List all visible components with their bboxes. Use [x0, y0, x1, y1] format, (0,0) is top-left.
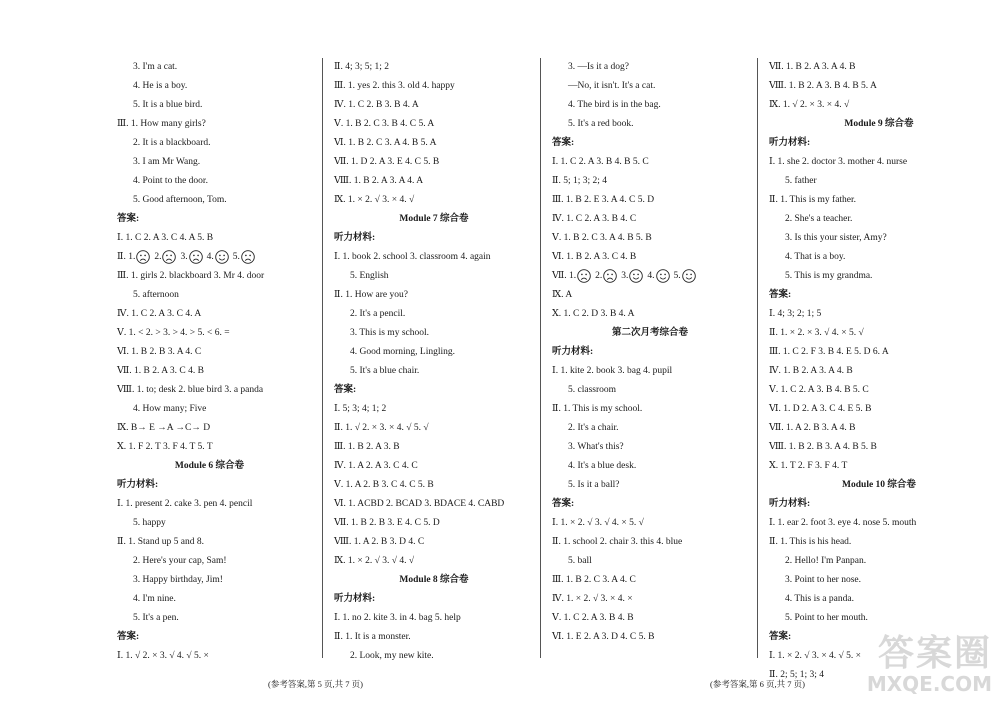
answer-line: Ⅲ. 1. B 2. E 3. A 4. C 5. D [552, 195, 655, 205]
answer-line: Ⅵ. 1. E 2. A 3. D 4. C 5. B [552, 632, 655, 642]
answer-line: Ⅲ. 1. B 2. A 3. B [334, 442, 400, 452]
answer-line: Ⅰ. 1. C 2. A 3. C 4. A 5. B [117, 233, 214, 243]
section-label: 听力材料: [552, 347, 594, 357]
answer-line: 5. happy [133, 518, 166, 528]
answer-line: Ⅵ. 1. B 2. A 3. C 4. B [552, 252, 637, 262]
section-heading: Module 7 综合卷 [399, 214, 469, 224]
answer-line: Ⅴ. 1. B 2. C 3. A 4. B 5. B [552, 233, 652, 243]
smiley-face-icon [656, 269, 670, 283]
answer-line: Ⅱ. 1. school 2. chair 3. this 4. blue [552, 537, 683, 547]
section-label: 听力材料: [769, 138, 811, 148]
answer-line: Ⅷ. 1. B 2. B 3. A 4. B 5. B [769, 442, 877, 452]
answer-line: 3. —Is it a dog? [568, 62, 629, 72]
answer-line: Ⅰ. 1. she 2. doctor 3. mother 4. nurse [769, 157, 908, 167]
answer-line: Ⅶ. 1. B 2. A 3. A 4. B [769, 62, 856, 72]
answer-line: 5. It's a red book. [568, 119, 634, 129]
answer-line: 5. English [350, 271, 389, 281]
answer-line: 5. Good afternoon, Tom. [133, 195, 227, 205]
answer-line: 3. I'm a cat. [133, 62, 178, 72]
answer-line: —No, it isn't. It's a cat. [568, 81, 656, 91]
answer-line-faces: Ⅶ. 1. 2. 3. 4. 5. [552, 267, 748, 286]
answer-line: Ⅸ. 1. √ 2. × 3. × 4. √ [769, 100, 850, 110]
answer-line: 4. He is a boy. [133, 81, 188, 91]
answer-line: Ⅳ. 1. C 2. A 3. B 4. C [552, 214, 637, 224]
section-label: 答案: [552, 499, 575, 509]
answer-line: 4. This is a panda. [785, 594, 854, 604]
section-heading: 第二次月考综合卷 [611, 328, 688, 338]
answer-line: Ⅲ. 1. girls 2. blackboard 3. Mr 4. door [117, 271, 265, 281]
section-label: 答案: [769, 632, 792, 642]
answer-line: Ⅰ. 1. kite 2. book 3. bag 4. pupil [552, 366, 673, 376]
section-label: 答案: [552, 138, 575, 148]
section-label: 听力材料: [769, 499, 811, 509]
answer-line: Ⅴ. 1. B 2. C 3. B 4. C 5. A [334, 119, 435, 129]
answer-line: 2. It's a chair. [568, 423, 619, 433]
smiley-face-icon [629, 269, 643, 283]
answer-line: 3. Is this your sister, Amy? [785, 233, 887, 243]
section-heading: Module 10 综合卷 [842, 480, 916, 490]
answer-line: Ⅸ. A [552, 290, 573, 300]
watermark-logo [867, 625, 992, 696]
answer-line: 5. This is my grandma. [785, 271, 873, 281]
answer-line: Ⅹ. 1. F 2. T 3. F 4. T 5. T [117, 442, 213, 452]
answer-line: 4. Point to the door. [133, 176, 208, 186]
answer-line: Ⅹ. 1. T 2. F 3. F 4. T [769, 461, 848, 471]
answer-line: Ⅲ. 1. How many girls? [117, 119, 206, 129]
answer-line: Ⅰ. 1. × 2. √ 3. √ 4. × 5. √ [552, 518, 644, 528]
sad-face-icon [162, 250, 176, 264]
answer-line: Ⅰ. 5; 3; 4; 1; 2 [334, 404, 387, 414]
watermark-bottom-text: MXQE.COM [866, 672, 992, 696]
answer-line: Ⅳ. 1. B 2. A 3. A 4. B [769, 366, 853, 376]
sad-face-icon [189, 250, 203, 264]
answer-line: 3. What's this? [568, 442, 624, 452]
answer-line: Ⅰ. 1. C 2. A 3. B 4. B 5. C [552, 157, 649, 167]
answer-line: 5. afternoon [133, 290, 179, 300]
answer-line: Ⅰ. 1. no 2. kite 3. in 4. bag 5. help [334, 613, 461, 623]
answer-column-1 [117, 58, 302, 666]
answer-line: 5. Is it a ball? [568, 480, 620, 490]
answer-line: Ⅰ. 1. ear 2. foot 3. eye 4. nose 5. mouth [769, 518, 917, 528]
answer-line: 5. It is a blue bird. [133, 100, 203, 110]
answer-line: Ⅴ. 1. < 2. > 3. > 4. > 5. < 6. = [117, 328, 230, 338]
answer-line: Ⅶ. 1. B 2. B 3. E 4. C 5. D [334, 518, 440, 528]
answer-line: Ⅶ. 1. A 2. B 3. A 4. B [769, 423, 856, 433]
answer-line: Ⅲ. 1. B 2. C 3. A 4. C [552, 575, 636, 585]
smiley-face-icon [215, 250, 229, 264]
column-divider-1 [322, 58, 323, 658]
footer-page-5: (参考答案,第 5 页,共 7 页) [268, 679, 363, 689]
answer-line: Ⅸ. 1. × 2. √ 3. √ 4. √ [334, 556, 415, 566]
answer-line: 3. This is my school. [350, 328, 429, 338]
answer-line: Ⅱ. 4; 3; 5; 1; 2 [334, 62, 390, 72]
smiley-face-icon [682, 269, 696, 283]
answer-line: 3. Point to her nose. [785, 575, 861, 585]
answer-line: 2. She's a teacher. [785, 214, 853, 224]
answer-line: 4. It's a blue desk. [568, 461, 637, 471]
sad-face-icon [136, 250, 150, 264]
section-label: 听力材料: [334, 594, 376, 604]
answer-line: Ⅶ. 1. B 2. A 3. C 4. B [117, 366, 204, 376]
answer-line: 2. Look, my new kite. [350, 651, 434, 661]
sad-face-icon [603, 269, 617, 283]
faces-prefix: Ⅶ. [552, 271, 570, 281]
answer-line: Ⅰ. 1. book 2. school 3. classroom 4. again [334, 252, 491, 262]
answer-line: Ⅱ. 1. How are you? [334, 290, 408, 300]
section-label: 答案: [769, 290, 792, 300]
answer-line: Ⅷ. 1. B 2. A 3. A 4. A [334, 176, 424, 186]
answer-line: Ⅳ. 1. C 2. A 3. C 4. A [117, 309, 202, 319]
answer-line: 3. I am Mr Wang. [133, 157, 201, 167]
section-label: 听力材料: [117, 480, 159, 490]
answer-line: Ⅲ. 1. yes 2. this 3. old 4. happy [334, 81, 455, 91]
section-heading: Module 6 综合卷 [174, 461, 245, 471]
answer-line: Ⅳ. 1. × 2. √ 3. × 4. × [552, 594, 633, 604]
answer-line: Ⅷ. 1. A 2. B 3. D 4. C [334, 537, 425, 547]
answer-line: Ⅷ. 1. B 2. A 3. B 4. B 5. A [769, 81, 877, 91]
answer-column-2 [334, 58, 534, 666]
section-heading: Module 8 综合卷 [399, 575, 469, 585]
column-divider-3 [757, 58, 758, 658]
answer-line: Ⅱ. 1. × 2. × 3. √ 4. × 5. √ [769, 328, 864, 338]
answer-line: Ⅳ. 1. C 2. B 3. B 4. A [334, 100, 419, 110]
answer-line: 2. It is a blackboard. [133, 138, 211, 148]
answer-line: 3. Happy birthday, Jim! [133, 575, 223, 585]
answer-line: 5. It's a blue chair. [350, 366, 420, 376]
answer-line: Ⅰ. 1. √ 2. × 3. √ 4. √ 5. × [117, 651, 209, 661]
answer-line: Ⅴ. 1. C 2. A 3. B 4. B [552, 613, 634, 623]
sad-face-icon [241, 250, 255, 264]
answer-line: Ⅴ. 1. C 2. A 3. B 4. B 5. C [769, 385, 869, 395]
answer-line: Ⅱ. 1. Stand up 5 and 8. [117, 537, 204, 547]
answer-line: Ⅱ. 5; 1; 3; 2; 4 [552, 176, 608, 186]
answer-line: Ⅵ. 1. B 2. C 3. A 4. B 5. A [334, 138, 437, 148]
footer-page-6: (参考答案,第 6 页,共 7 页) [710, 679, 805, 689]
answer-line: Ⅲ. 1. C 2. F 3. B 4. E 5. D 6. A [769, 347, 889, 357]
answer-line: 4. The bird is in the bag. [568, 100, 661, 110]
answer-line: 2. Here's your cap, Sam! [133, 556, 227, 566]
answer-line: Ⅰ. 4; 3; 2; 1; 5 [769, 309, 822, 319]
answer-line: Ⅳ. 1. A 2. A 3. C 4. C [334, 461, 418, 471]
answer-line: 4. That is a boy. [785, 252, 846, 262]
answer-line: 5. father [785, 176, 817, 186]
answer-line: Ⅸ. B→ E →A →C→ D [117, 423, 211, 433]
answer-line: 4. Good morning, Lingling. [350, 347, 456, 357]
answer-line: 4. I'm nine. [133, 594, 176, 604]
faces-prefix: Ⅱ. [117, 252, 129, 262]
answer-line: Ⅱ. 1. √ 2. × 3. × 4. √ 5. √ [334, 423, 429, 433]
answer-line: 5. It's a pen. [133, 613, 179, 623]
section-label: 答案: [117, 214, 140, 224]
sad-face-icon [577, 269, 591, 283]
answer-line: Ⅰ. 1. present 2. cake 3. pen 4. pencil [117, 499, 253, 509]
watermark-top-text: 答案圈 [877, 633, 992, 674]
answer-line: Ⅱ. 1. This is my school. [552, 404, 643, 414]
column-divider-2 [540, 58, 541, 658]
answer-column-4 [769, 58, 989, 685]
section-heading: Module 9 综合卷 [844, 119, 914, 129]
answer-line: Ⅱ. 1. It is a monster. [334, 632, 411, 642]
answer-line: Ⅶ. 1. D 2. A 3. E 4. C 5. B [334, 157, 440, 167]
answer-line: 2. It's a pencil. [350, 309, 406, 319]
answer-line: Ⅸ. 1. × 2. √ 3. × 4. √ [334, 195, 415, 205]
answer-line: Ⅱ. 2; 5; 1; 3; 4 [769, 670, 825, 680]
answer-line-faces: Ⅱ. 1. 2. 3. 4. 5. [117, 248, 302, 267]
answer-line: Ⅵ. 1. ACBD 2. BCAD 3. BDACE 4. CABD [334, 499, 505, 509]
answer-line: 5. classroom [568, 385, 617, 395]
answer-line: Ⅰ. 1. × 2. √ 3. × 4. √ 5. × [769, 651, 862, 661]
answer-column-3 [552, 58, 748, 647]
answer-line: Ⅴ. 1. A 2. B 3. C 4. C 5. B [334, 480, 434, 490]
answer-line: Ⅷ. 1. to; desk 2. blue bird 3. a panda [117, 385, 264, 395]
section-label: 答案: [117, 632, 140, 642]
answer-line: Ⅱ. 1. This is my father. [769, 195, 857, 205]
answer-line: Ⅹ. 1. C 2. D 3. B 4. A [552, 309, 635, 319]
section-label: 答案: [334, 385, 357, 395]
answer-line: Ⅵ. 1. D 2. A 3. C 4. E 5. B [769, 404, 872, 414]
answer-line: Ⅱ. 1. This is his head. [769, 537, 852, 547]
answer-line: 4. How many; Five [133, 404, 207, 414]
answer-line: Ⅵ. 1. B 2. B 3. A 4. C [117, 347, 202, 357]
answer-line: 5. Point to her mouth. [785, 613, 868, 623]
answer-line: 5. ball [568, 556, 592, 566]
answer-line: 2. Hello! I'm Panpan. [785, 556, 867, 566]
section-label: 听力材料: [334, 233, 376, 243]
